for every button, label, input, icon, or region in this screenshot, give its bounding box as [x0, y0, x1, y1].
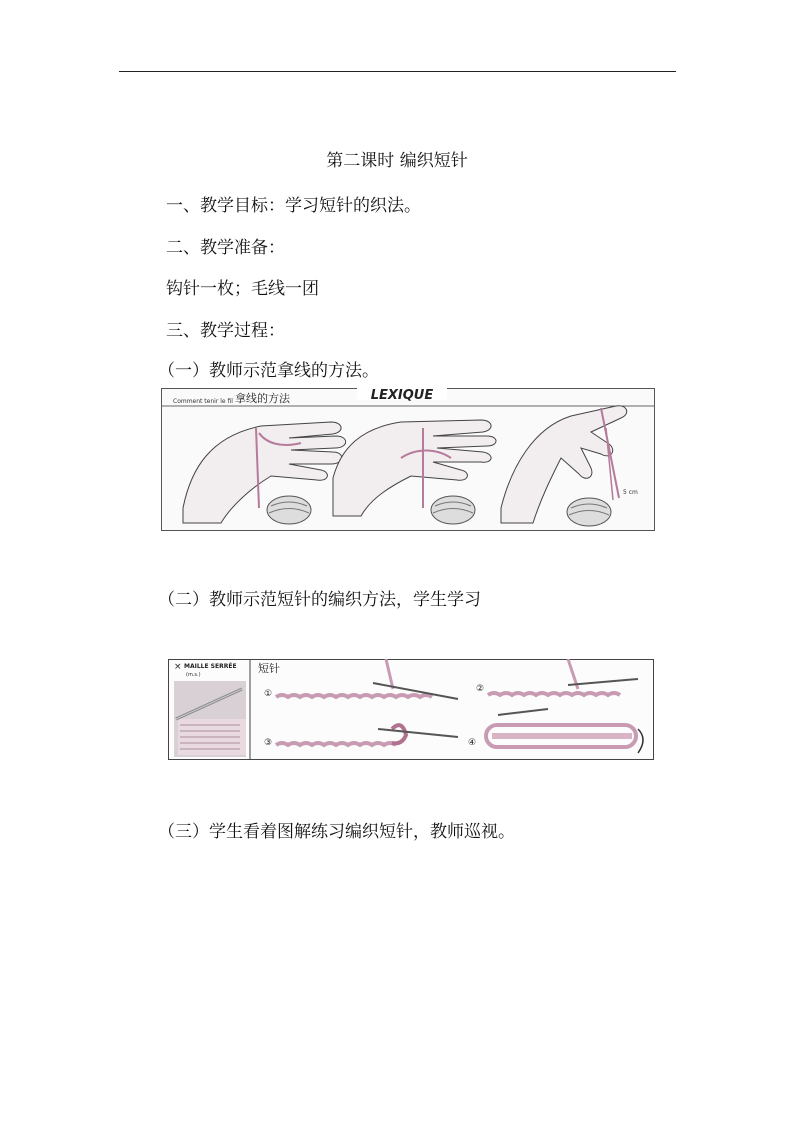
stitch-abbr: (m.s.)	[186, 672, 201, 678]
header-cn-text: 拿线的方法	[235, 392, 290, 405]
step-two-heading: （二）教师示范短针的编织方法，学生学习	[158, 590, 481, 610]
teaching-process-heading: 三、教学过程：	[166, 321, 285, 341]
step-3-marker: ③	[264, 738, 273, 748]
header-left-text: Comment tenir le fil	[173, 398, 233, 405]
step-1-marker: ①	[264, 689, 273, 699]
step-4-marker: ④	[468, 738, 477, 748]
swatch-photo	[174, 681, 246, 757]
step-three-heading: （三）学生看着图解练习编织短针，教师巡视。	[158, 822, 515, 842]
lexique-banner: LEXIQUE	[370, 388, 434, 403]
page-title: 第二课时 编织短针	[326, 151, 468, 171]
header-rule	[119, 71, 676, 72]
yarn-holding-illustration	[161, 388, 655, 531]
materials-list: 钩针一枚；毛线一团	[166, 279, 319, 299]
step-one-heading: （一）教师示范拿线的方法。	[158, 361, 379, 381]
stitch-name-fr: MAILLE SERRÉE	[184, 663, 237, 670]
stitch-name-cn: 短针	[258, 662, 280, 675]
step-2-marker: ②	[476, 684, 485, 694]
measure-label: 5 cm	[623, 489, 638, 496]
teaching-prep-heading: 二、教学准备：	[166, 238, 285, 258]
stitch-symbol: ×	[174, 662, 182, 672]
teaching-goal: 一、教学目标：学习短针的织法。	[166, 196, 421, 216]
single-crochet-illustration	[168, 659, 654, 760]
